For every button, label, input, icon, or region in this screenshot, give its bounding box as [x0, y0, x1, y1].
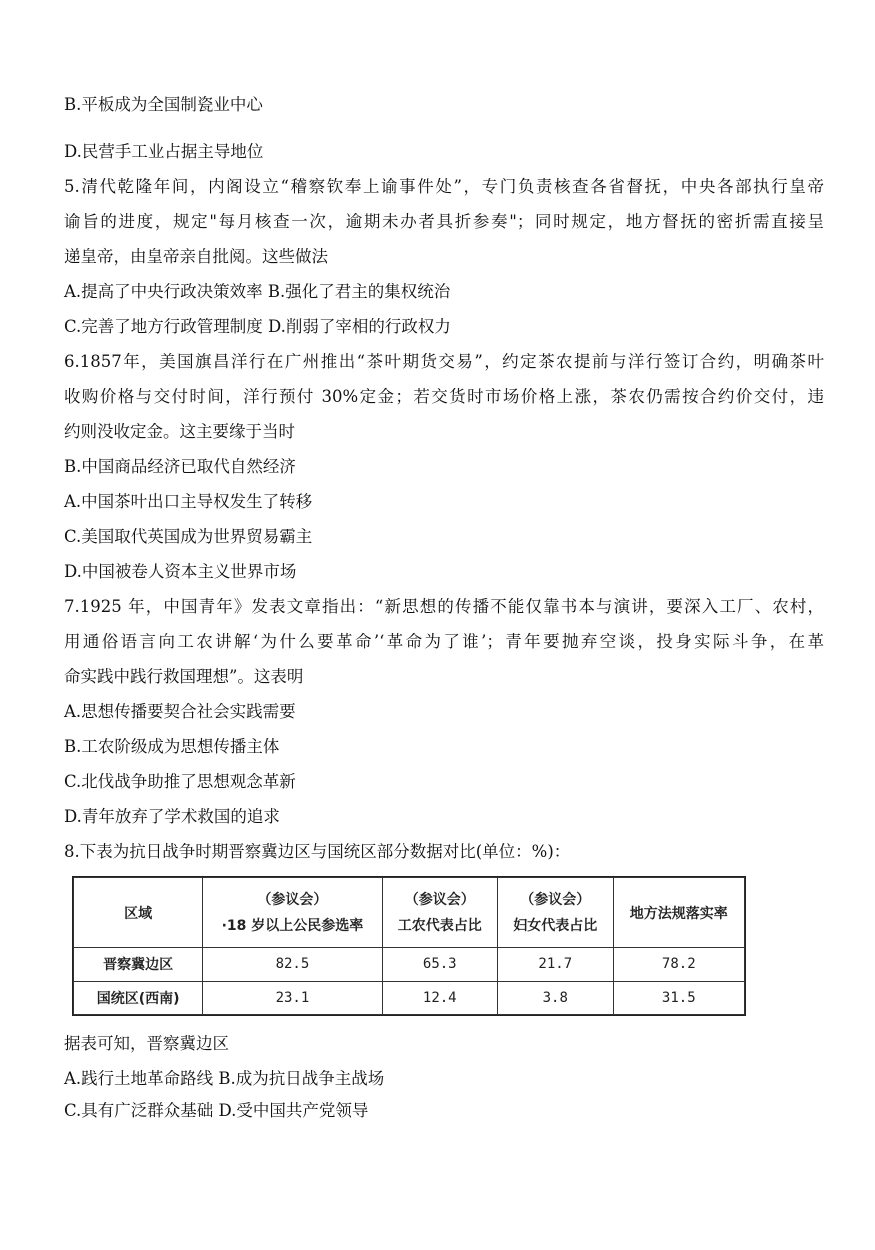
- table-cell: 3.8: [498, 981, 614, 1015]
- col1-header-top: （参议会）: [257, 891, 328, 908]
- q5-stem-line-2: 谕旨的进度，规定"每月核查一次，逾期未办者具折参奏"；同时规定，地方督抚的密折需直接呈: [64, 212, 824, 231]
- q6-option-d: D.中国被卷人资本主义世界市场: [64, 562, 297, 581]
- q6-stem-line-1: 6.1857年，美国旗昌洋行在广州推出“茶叶期货交易”，约定茶农提前与洋行签订合约，明确茶叶: [64, 352, 824, 371]
- q5-options-cd: C.完善了地方行政管理制度 D.削弱了宰相的行政权力: [64, 317, 451, 336]
- q5-stem-line-3: 递皇帝，由皇帝亲自批阅。这些做法: [64, 247, 328, 266]
- q6-option-b: B.中国商品经济已取代自然经济: [64, 457, 296, 476]
- row-label: 国统区(西南): [74, 981, 203, 1015]
- col-law-implementation-header: 地方法规落实率: [613, 878, 744, 948]
- q6-stem-line-3: 约则没收定金。这主要缘于当时: [64, 422, 295, 441]
- row-label: 晋察冀边区: [74, 948, 203, 982]
- q7-stem-line-2: 用通俗语言向工农讲解‘为什么要革命’‘革命为了谁’；青年要抛弃空谈，投身实际斗争，在革: [64, 632, 824, 651]
- table-cell: 82.5: [203, 948, 382, 982]
- table-cell: 31.5: [613, 981, 744, 1015]
- q7-stem-line-1: 7.1925 年，中国青年》发表文章指出：“新思想的传播不能仅靠书本与演讲，要深入工厂、农村，: [64, 597, 824, 616]
- q7-stem-line-3: 命实践中践行救国理想”。这表明: [64, 667, 304, 686]
- table-header-row: [74, 878, 745, 948]
- q4-option-d: D.民营手工业占据主导地位: [64, 142, 264, 161]
- col-participation-header: [203, 878, 382, 948]
- table-cell: 23.1: [203, 981, 382, 1015]
- clipped-options-cd: C.具有广泛群众基础 D.受中国共产党领导: [64, 1101, 369, 1120]
- q7-option-b: B.工农阶级成为思想传播主体: [64, 737, 280, 756]
- col2-header-top: （参议会）: [404, 891, 475, 908]
- col-worker-peasant-header: [382, 878, 498, 948]
- q8-stem: 8.下表为抗日战争时期晋察冀边区与国统区部分数据对比(单位：%)：: [64, 842, 571, 861]
- table-cell: 21.7: [498, 948, 614, 982]
- table-cell: 65.3: [382, 948, 498, 982]
- col3-header-bottom: 妇女代表占比: [513, 917, 598, 934]
- q7-option-d: D.青年放弃了学术救国的追求: [64, 807, 280, 826]
- table-cell: 12.4: [382, 981, 498, 1015]
- col-women-header: [498, 878, 614, 948]
- table-cell: 78.2: [613, 948, 744, 982]
- q6-option-c: C.美国取代英国成为世界贸易霸主: [64, 527, 313, 546]
- col3-header-top: （参议会）: [520, 891, 591, 908]
- col1-header-bottom: ·18 岁以上公民参选率: [221, 917, 364, 934]
- q6-stem-line-2: 收购价格与交付时间，洋行预付 30%定金；若交货时市场价格上涨，茶农仍需按合约价交付，违: [64, 387, 824, 406]
- col2-header-bottom: 工农代表占比: [397, 917, 482, 934]
- clipped-option-line: B.平板成为全国制瓷业中心: [64, 95, 263, 114]
- q5-stem-line-1: 5.清代乾隆年间，内阁设立“稽察钦奉上谕事件处”，专门负责核查各省督抚，中央各部执行皇帝: [64, 177, 824, 196]
- q7-option-a: A.思想传播要契合社会实践需要: [64, 702, 296, 721]
- comparison-table: [73, 877, 745, 1015]
- q7-option-c: C.北伐战争助推了思想观念革新: [64, 772, 296, 791]
- col-region-header: 区域: [74, 878, 203, 948]
- data-table: [72, 876, 746, 1016]
- table-row: [74, 981, 745, 1015]
- q6-option-a: A.中国茶叶出口主导权发生了转移: [64, 492, 313, 511]
- q8-options-ab: A.践行土地革命路线 B.成为抗日战争主战场: [64, 1069, 385, 1088]
- q5-options-ab: A.提高了中央行政决策效率 B.强化了君主的集权统治: [64, 282, 451, 301]
- table-row: [74, 948, 745, 982]
- q8-question: 据表可知，晋察冀边区: [64, 1034, 229, 1053]
